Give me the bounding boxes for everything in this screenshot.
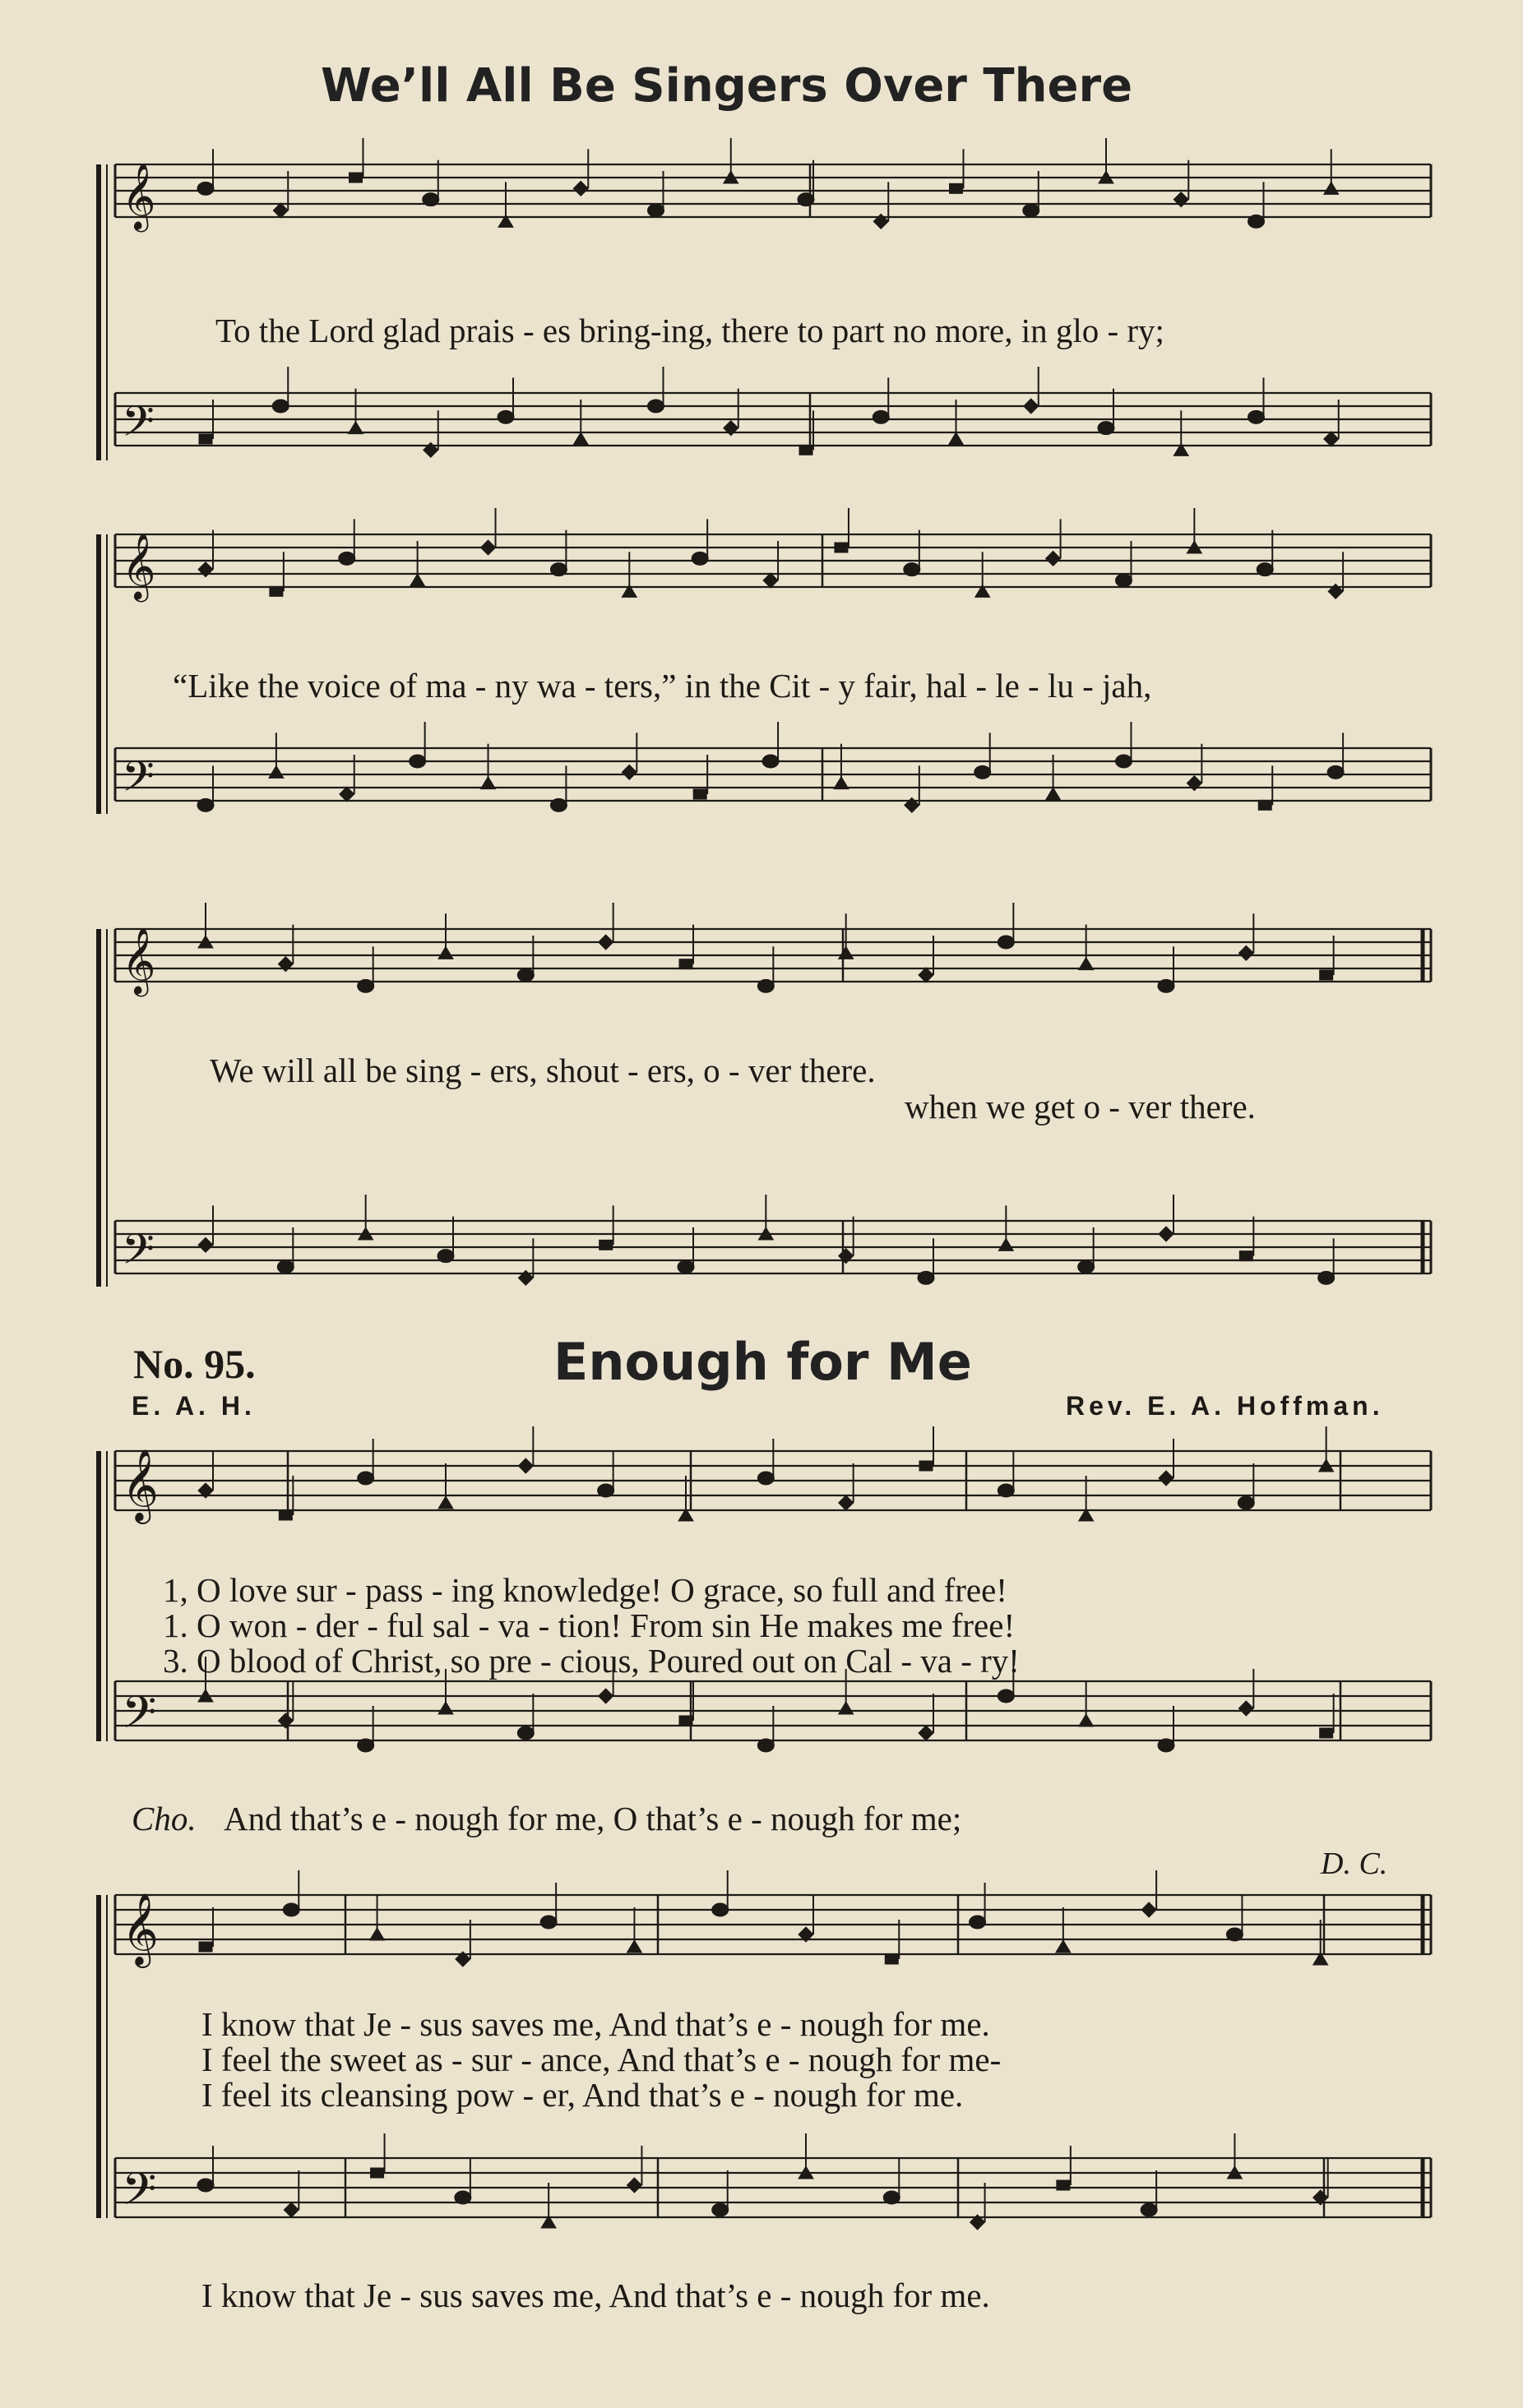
refrain-line-3: I feel its cleansing pow - er, And that’s e - nough for me. [201,2076,964,2114]
dc-mark: D. C. [1321,1846,1388,1881]
clef: 𝄞 [122,162,156,229]
note-head [481,540,496,555]
note-head [1158,979,1174,992]
note-head [350,173,363,183]
note-head [1318,1271,1335,1284]
note-head [339,552,355,565]
note-head [358,1739,374,1752]
note-head [1324,432,1339,446]
note-head [679,959,692,969]
note-head [272,400,289,413]
note-head [1257,563,1273,576]
note-head [1115,574,1132,587]
note-head [1248,410,1265,423]
note-head [1158,1739,1174,1752]
note-head [678,1260,694,1273]
note-head [1258,800,1271,810]
note-head [598,1484,614,1497]
note-head [798,193,814,206]
note-head [517,968,534,982]
note-head [198,1237,213,1252]
song-title: We’ll All Be Singers Over There [321,59,1133,113]
note-head [763,573,778,588]
note-head [573,181,588,196]
note-head [757,979,774,992]
hymn-number: No. 95. [133,1341,256,1387]
author-initials: E. A. H. [132,1391,256,1421]
note-head [712,1903,729,1916]
note-head [799,445,812,455]
note-head [550,563,567,576]
clef: 𝄢 [122,1224,155,1284]
note-head [919,1726,933,1740]
song1-lyrics-line1: To the Lord glad prais - es bring-ing, there to part no more, in glo - ry; [215,312,1164,349]
note-head [358,1472,374,1485]
note-head [277,1260,294,1273]
note-head [498,410,514,423]
note-head [627,2178,641,2193]
note-head [839,1495,854,1510]
note-head [679,1716,692,1726]
clef: 𝄢 [122,2163,157,2226]
note-head [1057,2180,1070,2190]
note-head [1320,970,1333,980]
refrain-line-1: I know that Je - sus saves me, And that’s e - nough for me. [201,2005,990,2043]
note-head [1239,1251,1252,1261]
note-head [692,552,708,565]
note-head [1238,1701,1253,1716]
note-head [358,979,374,992]
note-head [1159,1227,1173,1241]
clef: 𝄢 [122,751,155,811]
note-head [1046,551,1061,566]
note-head [918,1271,934,1284]
note-head [1141,1902,1156,1917]
clef: 𝄞 [122,1448,159,1521]
note-head [885,1954,898,1964]
note-head [1115,755,1132,768]
note-head [998,936,1014,949]
note-head [919,968,933,982]
song1-lyrics-line2: “Like the voice of ma - ny wa - ters,” in the Cit - y fair, hal - le - lu - jah, [173,667,1152,705]
note-head [883,2191,900,2204]
note-head [1238,945,1253,960]
note-head [455,2191,471,2204]
note-head [1024,399,1039,414]
note-head [873,410,889,423]
note-head [648,204,664,217]
note-head [550,798,567,811]
note-head [273,203,288,218]
note-head [279,1510,292,1520]
note-head [197,798,214,811]
clef: 𝄞 [122,927,156,994]
note-head [693,789,706,799]
song1-lyrics-line3b: when we get o - ver there. [905,1088,1256,1125]
note-head [197,2179,214,2192]
note-head [517,1726,534,1740]
note-head [283,1903,299,1916]
refrain-line-2: I feel the sweet as - sur - ance, And that’s e - nough for me- [201,2041,1002,2078]
note-head [1159,1471,1173,1486]
note-head [1248,215,1265,228]
note-head [1023,204,1039,217]
note-head [437,1250,454,1263]
note-head [599,1689,613,1703]
bass-line-lyrics: I know that Je - sus saves me, And that’s e - nough for me. [201,2276,990,2314]
note-head [199,434,212,444]
note-head [371,2168,384,2178]
note-head [1320,1728,1333,1738]
verse-line-3: 3. O blood of Christ, so pre - cious, Poured out on Cal - va - ry! [163,1642,1020,1680]
note-head [1141,2203,1157,2216]
note-head [974,765,991,779]
note-head [712,2203,729,2216]
author-name: Rev. E. A. Hoffman. [1066,1391,1384,1421]
clef: 𝄢 [122,1686,157,1749]
note-head [1238,1496,1254,1509]
note-head [599,1240,613,1250]
clef: 𝄞 [122,1892,159,1965]
note-head [757,1472,774,1485]
note-head [904,563,920,576]
note-head [1327,765,1344,779]
note-head [540,1916,557,1929]
note-head [998,1689,1014,1703]
song1-lyrics-line3a: We will all be sing - ers, shout - ers, o - ver there. [210,1051,876,1089]
note-head [340,787,354,802]
clef: 𝄞 [122,532,156,599]
note-head [919,1461,933,1471]
chorus-label: Cho. [132,1800,197,1837]
note-head [199,1942,212,1952]
note-head [518,1458,533,1473]
note-head [622,765,637,779]
verse-line-1: 1, O love sur - pass - ing knowledge! O grace, so full and free! [163,1571,1007,1609]
note-head [1226,1928,1243,1941]
note-head [197,182,214,195]
note-head [950,183,963,193]
note-head [423,193,439,206]
note-head [599,935,613,950]
note-head [284,2202,299,2217]
note-head [762,755,779,768]
chorus-line: And that’s e - nough for me, O that’s e - nough for me; [224,1800,962,1837]
note-head [757,1739,774,1752]
note-head [648,400,664,413]
verse-line-2: 1. O won - der - ful sal - va - tion! From sin He makes me free! [163,1606,1016,1644]
note-head [1078,1260,1095,1273]
note-head [970,1916,986,1929]
note-head [1098,422,1114,435]
note-head [835,543,848,552]
note-head [270,586,283,596]
song2-title: Enough for Me [553,1332,972,1392]
clef: 𝄢 [122,396,155,456]
note-head [410,755,426,768]
note-head [998,1484,1014,1497]
